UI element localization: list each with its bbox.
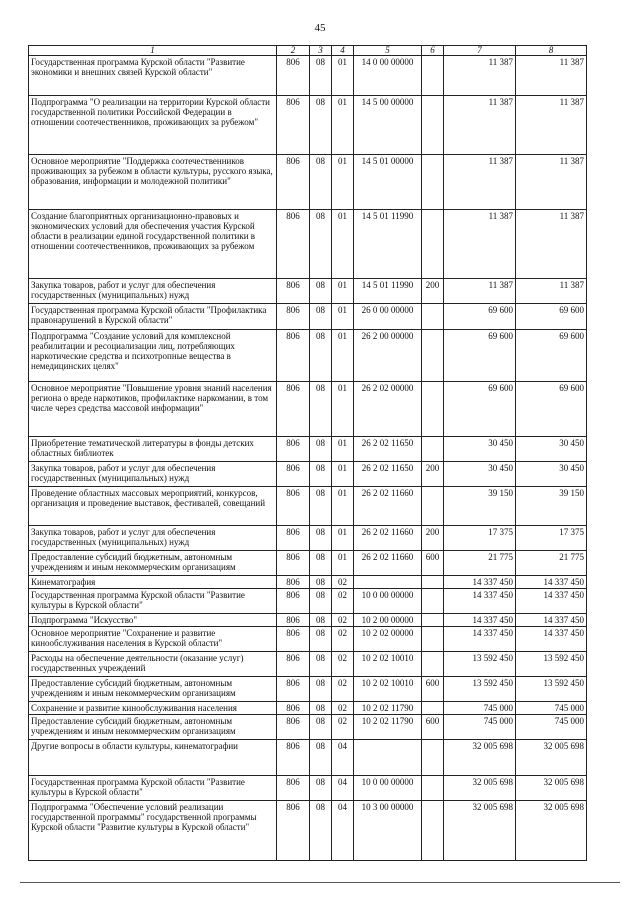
amount-col8: 30 450 <box>516 462 587 487</box>
budget-table <box>28 45 587 861</box>
subsection-code: 01 <box>332 487 354 526</box>
amount-col7: 745 000 <box>444 702 516 715</box>
chapter-code: 806 <box>277 576 310 589</box>
amount-col7: 69 600 <box>444 382 516 437</box>
chapter-code: 806 <box>277 155 310 210</box>
target-article: 26 2 02 11650 <box>354 462 422 487</box>
table-row <box>29 627 587 652</box>
chapter-code: 806 <box>277 715 310 740</box>
section-code: 08 <box>310 526 332 551</box>
section-code: 08 <box>310 614 332 627</box>
amount-col7: 17 375 <box>444 526 516 551</box>
chapter-code: 806 <box>277 652 310 677</box>
expense-type <box>422 304 444 330</box>
subsection-code: 02 <box>332 627 354 652</box>
table-row <box>29 487 587 526</box>
amount-col8: 11 387 <box>516 279 587 304</box>
amount-col8: 30 450 <box>516 437 587 462</box>
target-article: 26 2 02 11660 <box>354 487 422 526</box>
target-article <box>354 740 422 776</box>
row-name: Создание благоприятных организационно-правовых и экономических условий для обеспечения участия Курской области в реализации единой государственной политики в отношении соотечественников, проживающих за рубежом <box>29 210 277 279</box>
row-name: Предоставление субсидий бюджетным, автономным учреждениям и иным некоммерческим организациям <box>29 677 277 702</box>
amount-col8: 14 337 450 <box>516 576 587 589</box>
row-name: Предоставление субсидий бюджетным, автономным учреждениям и иным некоммерческим организациям <box>29 551 277 576</box>
section-code: 08 <box>310 589 332 614</box>
amount-col7: 11 387 <box>444 210 516 279</box>
chapter-code: 806 <box>277 437 310 462</box>
amount-col8: 11 387 <box>516 96 587 155</box>
subsection-code: 01 <box>332 96 354 155</box>
subsection-code: 02 <box>332 702 354 715</box>
amount-col8: 14 337 450 <box>516 614 587 627</box>
expense-type: 600 <box>422 677 444 702</box>
expense-type: 600 <box>422 715 444 740</box>
table-row <box>29 677 587 702</box>
section-code: 08 <box>310 551 332 576</box>
section-code: 08 <box>310 715 332 740</box>
amount-col8: 745 000 <box>516 715 587 740</box>
amount-col8: 17 375 <box>516 526 587 551</box>
expense-type <box>422 776 444 801</box>
amount-col8: 14 337 450 <box>516 589 587 614</box>
target-article: 14 0 00 00000 <box>354 56 422 96</box>
header-row <box>29 46 587 56</box>
chapter-code: 806 <box>277 210 310 279</box>
expense-type: 200 <box>422 462 444 487</box>
table-row <box>29 551 587 576</box>
amount-col7: 14 337 450 <box>444 589 516 614</box>
expense-type <box>422 576 444 589</box>
target-article: 10 0 00 00000 <box>354 589 422 614</box>
expense-type <box>422 589 444 614</box>
row-name: Расходы на обеспечение деятельности (оказание услуг) государственных учреждений <box>29 652 277 677</box>
row-name: Приобретение тематической литературы в фонды детских областных библиотек <box>29 437 277 462</box>
target-article: 10 2 02 10010 <box>354 652 422 677</box>
expense-type <box>422 740 444 776</box>
chapter-code: 806 <box>277 330 310 382</box>
table-row <box>29 614 587 627</box>
chapter-code: 806 <box>277 740 310 776</box>
amount-col7: 11 387 <box>444 96 516 155</box>
table-row <box>29 279 587 304</box>
subsection-code: 01 <box>332 526 354 551</box>
table-row <box>29 526 587 551</box>
subsection-code: 02 <box>332 715 354 740</box>
chapter-code: 806 <box>277 56 310 96</box>
expense-type <box>422 96 444 155</box>
target-article: 10 2 02 11790 <box>354 702 422 715</box>
row-name: Основное мероприятие "Повышение уровня знаний населения региона о вреде наркотиков, профилактике наркомании, в том числе через средства массовой информации" <box>29 382 277 437</box>
expense-type <box>422 614 444 627</box>
row-name: Государственная программа Курской области "Развитие культуры в Курской области" <box>29 776 277 801</box>
table-row <box>29 382 587 437</box>
amount-col8: 14 337 450 <box>516 627 587 652</box>
amount-col7: 13 592 450 <box>444 652 516 677</box>
chapter-code: 806 <box>277 279 310 304</box>
expense-type <box>422 437 444 462</box>
section-code: 08 <box>310 96 332 155</box>
row-name: Государственная программа Курской области "Развитие культуры в Курской области" <box>29 589 277 614</box>
row-name: Основное мероприятие "Поддержка соотечественников проживающих за рубежом в области культуры, русского языка, образования, информации и молодежной политики" <box>29 155 277 210</box>
target-article: 10 2 00 00000 <box>354 614 422 627</box>
section-code: 08 <box>310 576 332 589</box>
chapter-code: 806 <box>277 382 310 437</box>
row-name: Закупка товаров, работ и услуг для обеспечения государственных (муниципальных) нужд <box>29 526 277 551</box>
chapter-code: 806 <box>277 526 310 551</box>
subsection-code: 01 <box>332 279 354 304</box>
amount-col8: 11 387 <box>516 210 587 279</box>
section-code: 08 <box>310 382 332 437</box>
amount-col8: 32 005 698 <box>516 740 587 776</box>
chapter-code: 806 <box>277 702 310 715</box>
expense-type: 200 <box>422 279 444 304</box>
section-code: 08 <box>310 776 332 801</box>
table-row <box>29 210 587 279</box>
section-code: 08 <box>310 652 332 677</box>
expense-type <box>422 210 444 279</box>
amount-col8: 69 600 <box>516 304 587 330</box>
subsection-code: 01 <box>332 551 354 576</box>
section-code: 08 <box>310 330 332 382</box>
amount-col8: 13 592 450 <box>516 677 587 702</box>
amount-col7: 14 337 450 <box>444 627 516 652</box>
expense-type <box>422 382 444 437</box>
row-name: Сохранение и развитие кинообслуживания населения <box>29 702 277 715</box>
expense-type <box>422 155 444 210</box>
amount-col7: 11 387 <box>444 279 516 304</box>
chapter-code: 806 <box>277 589 310 614</box>
row-name: Подпрограмма "Искусство" <box>29 614 277 627</box>
row-name: Государственная программа Курской области "Профилактика правонарушений в Курской области" <box>29 304 277 330</box>
amount-col7: 11 387 <box>444 56 516 96</box>
subsection-code: 04 <box>332 776 354 801</box>
subsection-code: 01 <box>332 462 354 487</box>
target-article: 26 2 02 11660 <box>354 551 422 576</box>
amount-col8: 39 150 <box>516 487 587 526</box>
amount-col7: 69 600 <box>444 304 516 330</box>
table-row <box>29 740 587 776</box>
expense-type <box>422 627 444 652</box>
subsection-code: 01 <box>332 210 354 279</box>
expense-type: 600 <box>422 551 444 576</box>
amount-col7: 14 337 450 <box>444 576 516 589</box>
table-row <box>29 155 587 210</box>
section-code: 08 <box>310 437 332 462</box>
expense-type <box>422 801 444 861</box>
expense-type: 200 <box>422 526 444 551</box>
row-name: Государственная программа Курской области "Развитие экономики и внешних связей Курской области" <box>29 56 277 96</box>
page-number: 45 <box>314 22 326 34</box>
target-article: 14 5 01 11990 <box>354 210 422 279</box>
table-row <box>29 330 587 382</box>
row-name: Основное мероприятие "Сохранение и развитие кинообслуживания населения в Курской области" <box>29 627 277 652</box>
table-row <box>29 576 587 589</box>
column-header: 6 <box>422 46 444 56</box>
subsection-code: 01 <box>332 304 354 330</box>
column-header: 2 <box>277 46 310 56</box>
subsection-code: 01 <box>332 56 354 96</box>
amount-col8: 32 005 698 <box>516 801 587 861</box>
subsection-code: 02 <box>332 652 354 677</box>
target-article: 10 2 02 00000 <box>354 627 422 652</box>
amount-col7: 30 450 <box>444 437 516 462</box>
expense-type <box>422 56 444 96</box>
subsection-code: 02 <box>332 677 354 702</box>
target-article <box>354 576 422 589</box>
table-row <box>29 715 587 740</box>
subsection-code: 01 <box>332 437 354 462</box>
amount-col8: 13 592 450 <box>516 652 587 677</box>
chapter-code: 806 <box>277 801 310 861</box>
target-article: 10 3 00 00000 <box>354 801 422 861</box>
amount-col8: 11 387 <box>516 155 587 210</box>
target-article: 14 5 01 00000 <box>354 155 422 210</box>
amount-col7: 745 000 <box>444 715 516 740</box>
chapter-code: 806 <box>277 776 310 801</box>
row-name: Подпрограмма "Создание условий для комплексной реабилитации и ресоциализации лиц, потребляющих наркотические средства и психотропные вещества в немедицинских целях" <box>29 330 277 382</box>
subsection-code: 01 <box>332 330 354 382</box>
chapter-code: 806 <box>277 96 310 155</box>
table-row <box>29 702 587 715</box>
amount-col7: 11 387 <box>444 155 516 210</box>
expense-type <box>422 652 444 677</box>
amount-col7: 69 600 <box>444 330 516 382</box>
amount-col7: 13 592 450 <box>444 677 516 702</box>
amount-col8: 69 600 <box>516 382 587 437</box>
column-header: 8 <box>516 46 587 56</box>
target-article: 14 5 00 00000 <box>354 96 422 155</box>
subsection-code: 01 <box>332 155 354 210</box>
table-row <box>29 437 587 462</box>
section-code: 08 <box>310 702 332 715</box>
section-code: 08 <box>310 487 332 526</box>
table-row <box>29 801 587 861</box>
section-code: 08 <box>310 627 332 652</box>
section-code: 08 <box>310 56 332 96</box>
target-article: 26 2 02 11660 <box>354 526 422 551</box>
chapter-code: 806 <box>277 551 310 576</box>
target-article: 10 2 02 11790 <box>354 715 422 740</box>
expense-type <box>422 330 444 382</box>
row-name: Закупка товаров, работ и услуг для обеспечения государственных (муниципальных) нужд <box>29 462 277 487</box>
section-code: 08 <box>310 462 332 487</box>
amount-col7: 30 450 <box>444 462 516 487</box>
amount-col8: 11 387 <box>516 56 587 96</box>
amount-col7: 14 337 450 <box>444 614 516 627</box>
row-name: Другие вопросы в области культуры, кинематографии <box>29 740 277 776</box>
amount-col7: 32 005 698 <box>444 776 516 801</box>
table-row <box>29 56 587 96</box>
amount-col7: 21 775 <box>444 551 516 576</box>
chapter-code: 806 <box>277 462 310 487</box>
expense-type <box>422 487 444 526</box>
table-row <box>29 96 587 155</box>
target-article: 10 0 00 00000 <box>354 776 422 801</box>
amount-col8: 21 775 <box>516 551 587 576</box>
amount-col8: 745 000 <box>516 702 587 715</box>
expense-type <box>422 702 444 715</box>
bottom-rule <box>20 882 620 883</box>
section-code: 08 <box>310 210 332 279</box>
section-code: 08 <box>310 279 332 304</box>
table-row <box>29 776 587 801</box>
target-article: 26 2 02 11650 <box>354 437 422 462</box>
section-code: 08 <box>310 155 332 210</box>
column-header: 4 <box>332 46 354 56</box>
chapter-code: 806 <box>277 677 310 702</box>
subsection-code: 02 <box>332 614 354 627</box>
target-article: 14 5 01 11990 <box>354 279 422 304</box>
section-code: 08 <box>310 677 332 702</box>
column-header: 5 <box>354 46 422 56</box>
table-row <box>29 304 587 330</box>
column-header: 3 <box>310 46 332 56</box>
chapter-code: 806 <box>277 627 310 652</box>
target-article: 26 2 02 00000 <box>354 382 422 437</box>
subsection-code: 04 <box>332 740 354 776</box>
chapter-code: 806 <box>277 614 310 627</box>
amount-col8: 69 600 <box>516 330 587 382</box>
table-row <box>29 589 587 614</box>
section-code: 08 <box>310 304 332 330</box>
section-code: 08 <box>310 740 332 776</box>
row-name: Предоставление субсидий бюджетным, автономным учреждениям и иным некоммерческим организациям <box>29 715 277 740</box>
amount-col7: 39 150 <box>444 487 516 526</box>
chapter-code: 806 <box>277 487 310 526</box>
amount-col7: 32 005 698 <box>444 740 516 776</box>
column-header: 1 <box>29 46 277 56</box>
row-name: Подпрограмма "О реализации на территории Курской области государственной политики Российской Федерации в отношении соотечественников, проживающих за рубежом" <box>29 96 277 155</box>
table-row <box>29 652 587 677</box>
subsection-code: 01 <box>332 382 354 437</box>
row-name: Кинематография <box>29 576 277 589</box>
target-article: 26 0 00 00000 <box>354 304 422 330</box>
amount-col7: 32 005 698 <box>444 801 516 861</box>
amount-col8: 32 005 698 <box>516 776 587 801</box>
subsection-code: 04 <box>332 801 354 861</box>
chapter-code: 806 <box>277 304 310 330</box>
table-row <box>29 462 587 487</box>
target-article: 10 2 02 10010 <box>354 677 422 702</box>
section-code: 08 <box>310 801 332 861</box>
column-header: 7 <box>444 46 516 56</box>
target-article: 26 2 00 00000 <box>354 330 422 382</box>
row-name: Проведение областных массовых мероприятий, конкурсов, организация и проведение выставок, фестивалей, совещаний <box>29 487 277 526</box>
row-name: Подпрограмма "Обеспечение условий реализации государственной программы" государственной программы Курской области "Развитие культуры в Курской области" <box>29 801 277 861</box>
subsection-code: 02 <box>332 589 354 614</box>
subsection-code: 02 <box>332 576 354 589</box>
row-name: Закупка товаров, работ и услуг для обеспечения государственных (муниципальных) нужд <box>29 279 277 304</box>
